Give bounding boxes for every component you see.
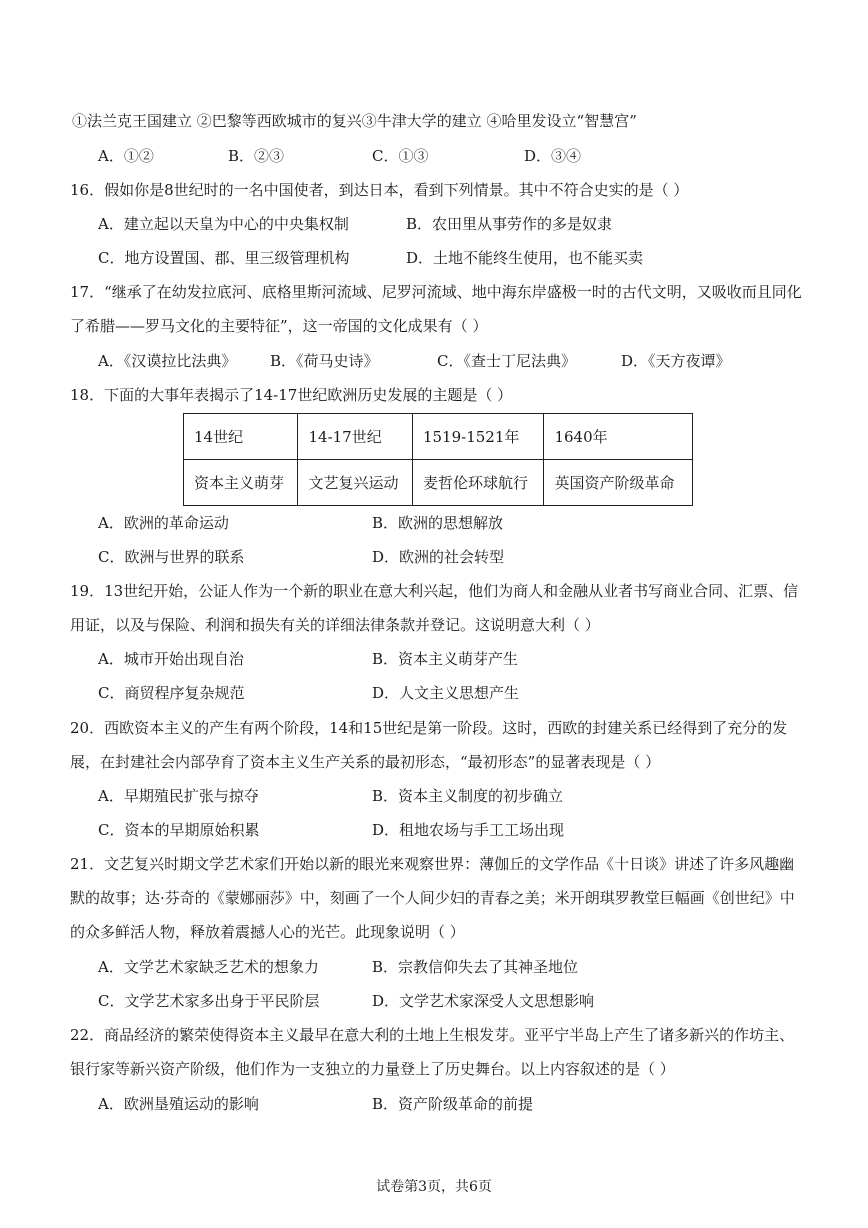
table-row [184,460,693,506]
table-cell: 14-17世纪 [298,414,412,460]
chronology-table [183,413,693,506]
table-cell: 资本主义萌芽 [184,460,298,506]
q18-option-d: D．欧洲的社会转型 [372,548,505,566]
q20-option-d: D．租地农场与手工工场出现 [372,821,565,839]
q21-stem-line-1: 21．文艺复兴时期文学艺术家们开始以新的眼光来观察世界：薄伽丘的文学作品《十日谈》讲述了许多风趣幽 [70,855,795,873]
table-cell: 1640年 [544,414,693,460]
table-cell: 英国资产阶级革命 [544,460,693,506]
q19-option-a: A．城市开始出现自治 [98,650,244,668]
q19-option-b: B．资本主义萌芽产生 [372,650,519,668]
q17-stem-line-1: 17．“继承了在幼发拉底河、底格里斯河流域、尼罗河流域、地中海东岸盛极一时的古代文明，又吸收而且同化 [70,283,802,301]
q21-option-a: A．文学艺术家缺乏艺术的想象力 [98,958,319,976]
q21-option-b: B．宗教信仰失去了其神圣地位 [372,958,579,976]
q21-option-c: C．文学艺术家多出身于平民阶层 [98,992,320,1010]
q20-stem-line-1: 20．西欧资本主义的产生有两个阶段，14和15世纪是第一阶段。这时，西欧的封建关系已经得到了充分的发 [70,719,788,737]
q15-option-c: C．①③ [372,147,429,165]
q17-stem-line-2: 了希腊——罗马文化的主要特征”，这一帝国的文化成果有（ ） [70,317,488,335]
q18-option-b: B．欧洲的思想解放 [372,514,504,532]
q18-stem: 18．下面的大事年表揭示了14-17世纪欧洲历史发展的主题是（ ） [70,386,513,404]
q19-stem-line-2: 用证，以及与保险、利润和损失有关的详细法律条款并登记。这说明意大利（ ） [70,616,600,634]
q15-option-d: D．③④ [524,147,582,165]
q15-option-a: A．①② [98,147,154,165]
table-cell: 1519-1521年 [412,414,544,460]
q17-option-a: A．《汉谟拉比法典》 [98,352,237,370]
q19-option-d: D．人文主义思想产生 [372,684,520,702]
q16-stem: 16．假如你是8世纪时的一名中国使者，到达日本，看到下列情景。其中不符合史实的是（ ） [70,181,689,199]
q20-option-c: C．资本的早期原始积累 [98,821,260,839]
q20-stem-line-2: 展，在封建社会内部孕育了资本主义生产关系的最初形态，“最初形态”的显著表现是（ ） [70,753,661,771]
q15-option-b: B．②③ [228,147,285,165]
q16-option-c: C．地方设置国、郡、里三级管理机构 [98,249,350,267]
q20-option-b: B．资本主义制度的初步确立 [372,787,564,805]
q22-option-b: B．资产阶级革命的前提 [372,1095,534,1113]
q17-option-d: D．《天方夜谭》 [621,352,731,370]
q18-option-c: C．欧洲与世界的联系 [98,548,245,566]
q22-stem-line-1: 22．商品经济的繁荣使得资本主义最早在意大利的土地上生根发芽。亚平宁半岛上产生了诸多新兴的作坊主、 [70,1026,795,1044]
q16-option-a: A．建立起以天皇为中心的中央集权制 [98,215,349,233]
q16-option-d: D．土地不能终生使用，也不能买卖 [406,249,644,267]
page-footer: 试卷第3页，共6页 [376,1179,492,1195]
q21-stem-line-2: 默的故事；达·芬奇的《蒙娜丽莎》中，刻画了一个人间少妇的青春之美；米开朗琪罗教堂巨幅画《创世纪》中 [70,889,795,907]
q18-option-a: A．欧洲的革命运动 [98,514,229,532]
q20-option-a: A．早期殖民扩张与掠夺 [98,787,259,805]
table-cell: 14世纪 [184,414,298,460]
q19-stem-line-1: 19．13世纪开始，公证人作为一个新的职业在意大利兴起，他们为商人和金融从业者书写商业合同、汇票、信 [70,582,799,600]
q22-stem-line-2: 银行家等新兴资产阶级，他们作为一支独立的力量登上了历史舞台。以上内容叙述的是（ ） [70,1060,675,1078]
q16-option-b: B．农田里从事劳作的多是奴隶 [406,215,613,233]
table-cell: 文艺复兴运动 [298,460,412,506]
table-row [184,414,693,460]
table-cell: 麦哲伦环球航行 [412,460,544,506]
q21-stem-line-3: 的众多鲜活人物，释放着震撼人心的光芒。此现象说明（ ） [70,923,465,941]
q22-option-a: A．欧洲垦殖运动的影响 [98,1095,259,1113]
q17-option-b: B．《荷马史诗》 [270,352,379,370]
q17-option-c: C．《查士丁尼法典》 [437,352,576,370]
q19-option-c: C．商贸程序复杂规范 [98,684,245,702]
q15-stem: ①法兰克王国建立 ②巴黎等西欧城市的复兴③牛津大学的建立 ④哈里发设立“智慧宫” [72,112,637,130]
q21-option-d: D．文学艺术家深受人文思想影响 [372,992,595,1010]
